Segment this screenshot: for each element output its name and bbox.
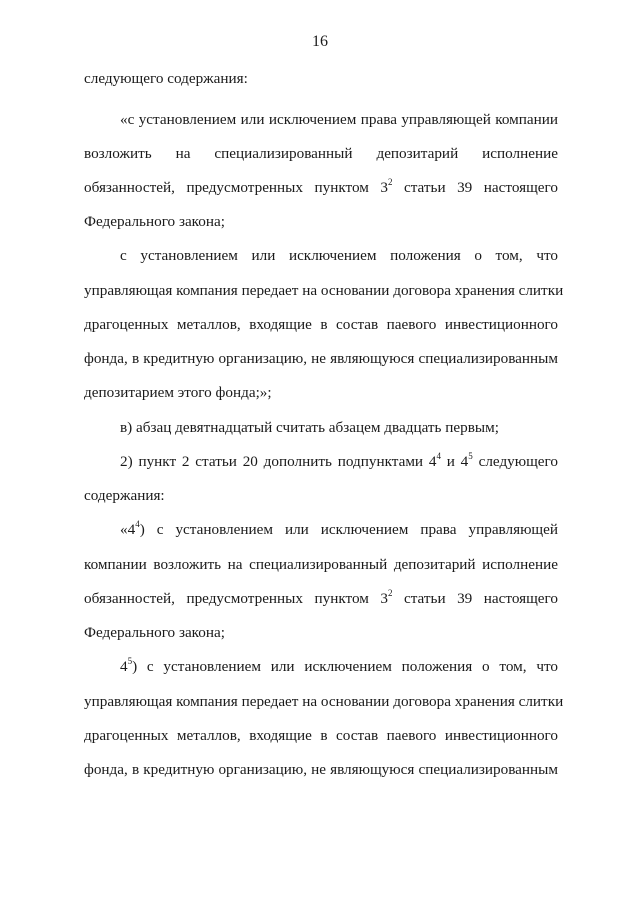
text-line: следующего содержания: <box>84 70 248 87</box>
text-segment: и 4 <box>440 453 469 470</box>
text-segment: 2) пункт 2 статьи 20 дополнить подпунктами 4 <box>120 453 437 470</box>
superscript: 5 <box>468 451 473 461</box>
superscript: 4 <box>436 451 441 461</box>
text-line: содержания: <box>84 487 165 504</box>
text-segment: обязанностей, предусмотренных пунктом 3 <box>84 179 388 196</box>
text-line: драгоценных металлов, входящие в состав паевого инвестиционного <box>84 727 558 744</box>
text-line: в) абзац девятнадцатый считать абзацем двадцать первым; <box>120 419 499 436</box>
text-line <box>84 178 558 198</box>
text-segment: «4 <box>120 521 136 538</box>
text-line: фонда, в кредитную организацию, не являющуюся специализированным <box>84 350 558 367</box>
text-line <box>120 657 558 677</box>
superscript: 2 <box>387 177 393 187</box>
text-line <box>84 589 558 609</box>
text-segment: ) с установлением или исключением положения о том, что <box>132 658 558 675</box>
text-segment: обязанностей, предусмотренных пунктом 3 <box>84 590 388 607</box>
text-line: возложить на специализированный депозитарий исполнение <box>84 145 558 162</box>
text-line: управляющая компания передает на основании договора хранения слитки <box>84 282 564 299</box>
superscript: 5 <box>127 656 133 666</box>
text-line <box>120 520 558 540</box>
text-segment: статьи 39 настоящего <box>392 590 558 607</box>
text-line: управляющая компания передает на основании договора хранения слитки <box>84 693 564 710</box>
text-segment: следующего <box>472 453 558 470</box>
text-segment: ) с установлением или исключением права управляющей <box>139 521 558 538</box>
text-line: фонда, в кредитную организацию, не являющуюся специализированным <box>84 761 558 778</box>
text-line: Федерального закона; <box>84 213 225 230</box>
text-line: «с установлением или исключением права управляющей компании <box>120 111 558 128</box>
text-line: Федерального закона; <box>84 624 225 641</box>
text-segment: 4 <box>120 658 128 675</box>
superscript: 2 <box>387 588 393 598</box>
text-line: с установлением или исключением положения о том, что <box>120 247 558 264</box>
text-segment: статьи 39 настоящего <box>392 179 558 196</box>
text-line: драгоценных металлов, входящие в состав паевого инвестиционного <box>84 316 558 333</box>
superscript: 4 <box>135 519 140 529</box>
text-line <box>120 452 558 472</box>
text-line: депозитарием этого фонда;»; <box>84 384 272 401</box>
page-number: 16 <box>312 33 328 50</box>
text-line: компании возложить на специализированный депозитарий исполнение <box>84 556 558 573</box>
